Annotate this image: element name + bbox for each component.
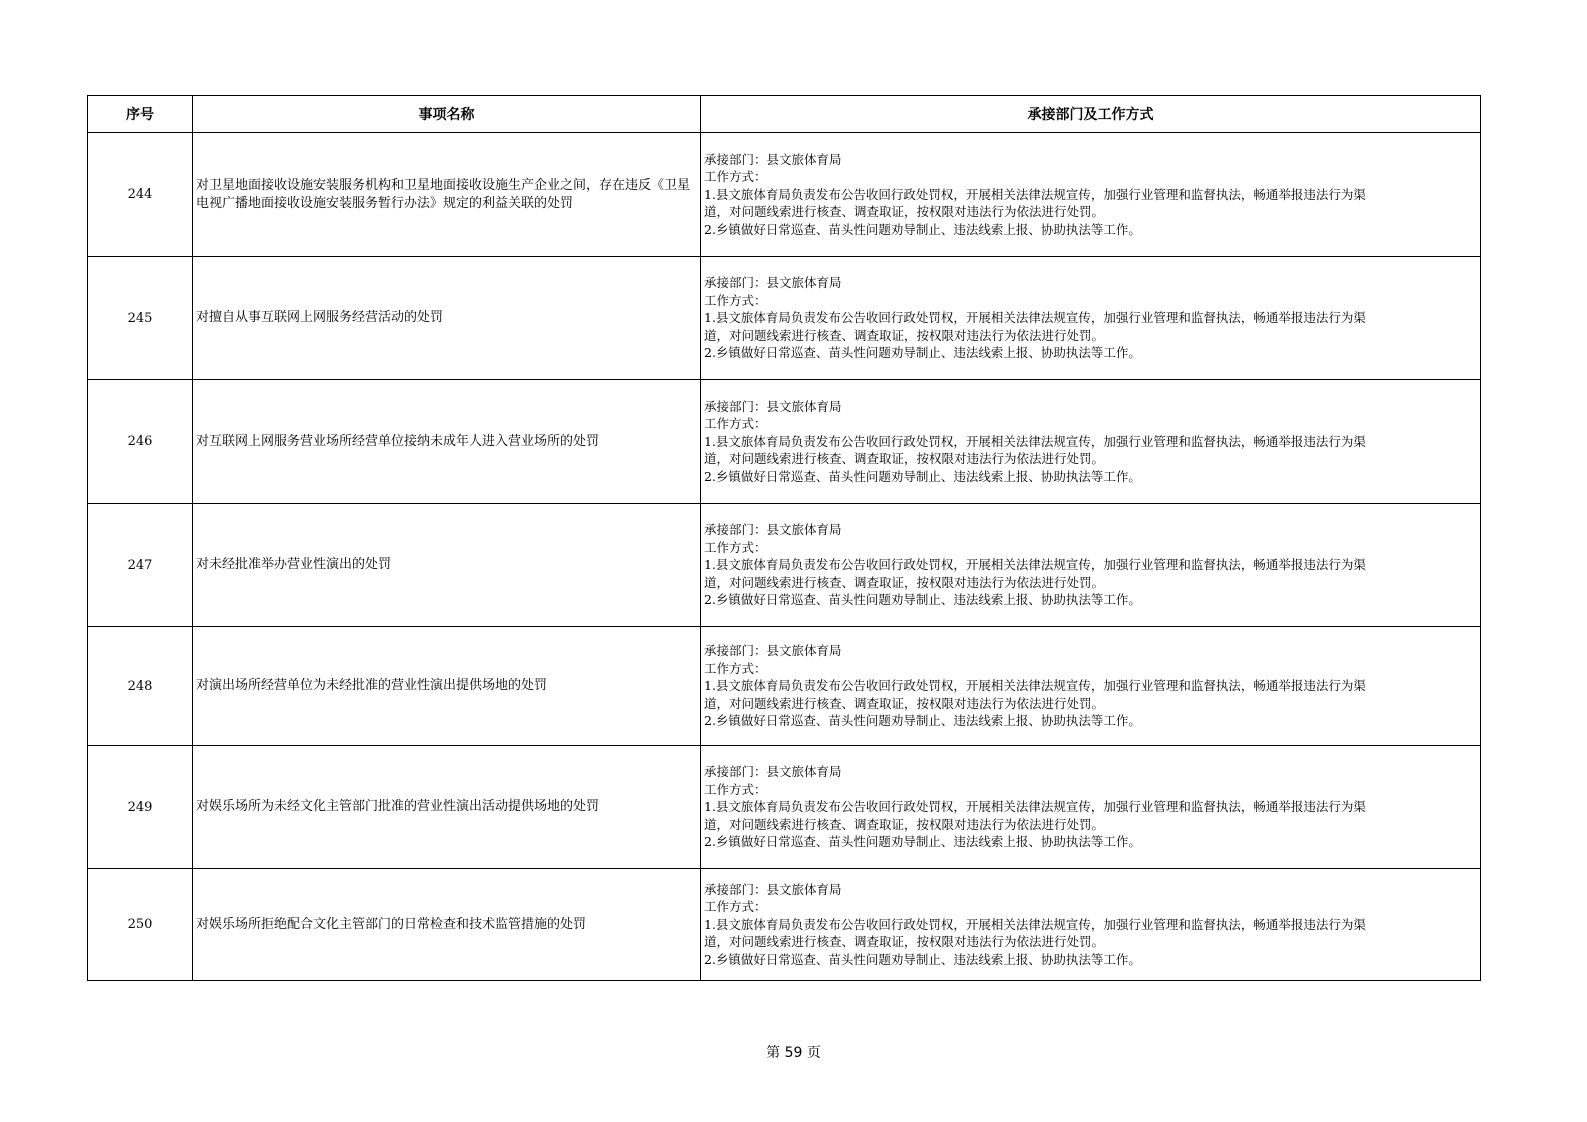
row-item-name: 对演出场所经营单位为未经批准的营业性演出提供场地的处罚 — [193, 627, 701, 746]
table-row — [88, 257, 1481, 380]
row-item-name: 对未经批准举办营业性演出的处罚 — [193, 504, 701, 627]
dept-line: 承接部门：县文旅体育局 — [704, 398, 842, 414]
dept-line: 承接部门：县文旅体育局 — [704, 881, 842, 897]
header-item-name: 事项名称 — [193, 96, 701, 133]
dept-line: 承接部门：县文旅体育局 — [704, 151, 842, 167]
dept-line: 2.乡镇做好日常巡查、苗头性问题劝导制止、违法线索上报、协助执法等工作。 — [704, 713, 1141, 729]
dept-line: 1.县文旅体育局负责发布公告收回行政处罚权，开展相关法律法规宣传，加强行业管理和监督执法，畅通举报违法行为渠 — [704, 557, 1366, 573]
dept-line: 道，对问题线索进行核查、调查取证，按权限对违法行为依法进行处罚。 — [704, 451, 1105, 467]
dept-line: 道，对问题线索进行核查、调查取证，按权限对违法行为依法进行处罚。 — [704, 204, 1105, 220]
page-number: 第 59 页 — [766, 1045, 821, 1061]
header-department-method: 承接部门及工作方式 — [701, 96, 1481, 133]
dept-line: 2.乡镇做好日常巡查、苗头性问题劝导制止、违法线索上报、协助执法等工作。 — [704, 345, 1141, 361]
dept-line: 1.县文旅体育局负责发布公告收回行政处罚权，开展相关法律法规宣传，加强行业管理和监督执法，畅通举报违法行为渠 — [704, 433, 1366, 449]
row-department-method — [701, 627, 1481, 746]
row-serial-number: 250 — [88, 869, 193, 981]
dept-line: 1.县文旅体育局负责发布公告收回行政处罚权，开展相关法律法规宣传，加强行业管理和监督执法，畅通举报违法行为渠 — [704, 799, 1366, 815]
row-item-name: 对娱乐场所为未经文化主管部门批准的营业性演出活动提供场地的处罚 — [193, 746, 701, 869]
row-item-name: 对卫星地面接收设施安装服务机构和卫星地面接收设施生产企业之间，存在违反《卫星电视广播地面接收设施安装服务暂行办法》规定的利益关联的处罚 — [193, 133, 701, 257]
dept-line: 工作方式： — [704, 899, 767, 915]
dept-line: 工作方式： — [704, 169, 767, 185]
dept-line: 工作方式： — [704, 416, 767, 432]
row-item-name: 对娱乐场所拒绝配合文化主管部门的日常检查和技术监管措施的处罚 — [193, 869, 701, 981]
dept-line: 2.乡镇做好日常巡查、苗头性问题劝导制止、违法线索上报、协助执法等工作。 — [704, 951, 1141, 967]
table-row — [88, 504, 1481, 627]
row-serial-number: 244 — [88, 133, 193, 257]
dept-line: 道，对问题线索进行核查、调查取证，按权限对违法行为依法进行处罚。 — [704, 574, 1105, 590]
dept-line: 2.乡镇做好日常巡查、苗头性问题劝导制止、违法线索上报、协助执法等工作。 — [704, 834, 1141, 850]
dept-line: 道，对问题线索进行核查、调查取证，按权限对违法行为依法进行处罚。 — [704, 934, 1105, 950]
table-row — [88, 746, 1481, 869]
dept-line: 工作方式： — [704, 539, 767, 555]
dept-line: 2.乡镇做好日常巡查、苗头性问题劝导制止、违法线索上报、协助执法等工作。 — [704, 468, 1141, 484]
row-serial-number: 245 — [88, 257, 193, 380]
row-serial-number: 249 — [88, 746, 193, 869]
table-row — [88, 133, 1481, 257]
row-item-name: 对互联网上网服务营业场所经营单位接纳未成年人进入营业场所的处罚 — [193, 380, 701, 504]
dept-line: 2.乡镇做好日常巡查、苗头性问题劝导制止、违法线索上报、协助执法等工作。 — [704, 221, 1141, 237]
header-serial-number: 序号 — [88, 96, 193, 133]
dept-line: 工作方式： — [704, 660, 767, 676]
row-department-method — [701, 257, 1481, 380]
dept-line: 道，对问题线索进行核查、调查取证，按权限对违法行为依法进行处罚。 — [704, 816, 1105, 832]
row-serial-number: 247 — [88, 504, 193, 627]
items-table — [87, 95, 1481, 981]
row-department-method — [701, 869, 1481, 981]
row-department-method — [701, 504, 1481, 627]
row-department-method — [701, 746, 1481, 869]
dept-line: 1.县文旅体育局负责发布公告收回行政处罚权，开展相关法律法规宣传，加强行业管理和监督执法，畅通举报违法行为渠 — [704, 678, 1366, 694]
dept-line: 道，对问题线索进行核查、调查取证，按权限对违法行为依法进行处罚。 — [704, 695, 1105, 711]
table-row — [88, 380, 1481, 504]
row-department-method — [701, 133, 1481, 257]
dept-line: 承接部门：县文旅体育局 — [704, 522, 842, 538]
row-item-name: 对擅自从事互联网上网服务经营活动的处罚 — [193, 257, 701, 380]
row-serial-number: 246 — [88, 380, 193, 504]
dept-line: 1.县文旅体育局负责发布公告收回行政处罚权，开展相关法律法规宣传，加强行业管理和监督执法，畅通举报违法行为渠 — [704, 916, 1366, 932]
dept-line: 工作方式： — [704, 292, 767, 308]
dept-line: 1.县文旅体育局负责发布公告收回行政处罚权，开展相关法律法规宣传，加强行业管理和监督执法，畅通举报违法行为渠 — [704, 186, 1366, 202]
table-row — [88, 869, 1481, 981]
row-department-method — [701, 380, 1481, 504]
dept-line: 承接部门：县文旅体育局 — [704, 643, 842, 659]
dept-line: 2.乡镇做好日常巡查、苗头性问题劝导制止、违法线索上报、协助执法等工作。 — [704, 592, 1141, 608]
dept-line: 工作方式： — [704, 781, 767, 797]
dept-line: 承接部门：县文旅体育局 — [704, 275, 842, 291]
dept-line: 道，对问题线索进行核查、调查取证，按权限对违法行为依法进行处罚。 — [704, 327, 1105, 343]
row-serial-number: 248 — [88, 627, 193, 746]
table-header-row — [88, 96, 1481, 133]
table-row — [88, 627, 1481, 746]
dept-line: 1.县文旅体育局负责发布公告收回行政处罚权，开展相关法律法规宣传，加强行业管理和监督执法，畅通举报违法行为渠 — [704, 310, 1366, 326]
dept-line: 承接部门：县文旅体育局 — [704, 764, 842, 780]
